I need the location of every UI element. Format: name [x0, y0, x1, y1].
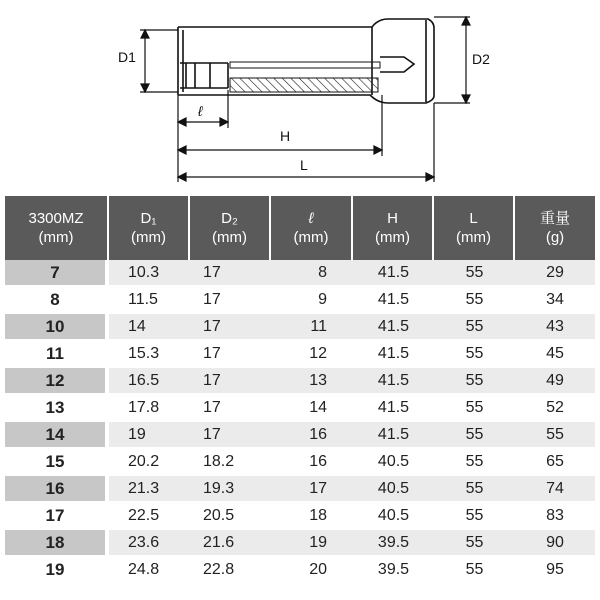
- l-label: ℓ: [198, 103, 203, 119]
- d2-cell: 18.2: [190, 449, 271, 476]
- table-header-row: [5, 196, 595, 260]
- size-cell: 19: [5, 557, 109, 584]
- h-cell: 41.5: [353, 395, 434, 422]
- size-cell: 8: [5, 287, 109, 314]
- d1-label: D1: [118, 49, 136, 65]
- d1-cell: 23.6: [109, 530, 190, 557]
- l-cell: 9: [271, 287, 353, 314]
- header-L: L (mm): [434, 196, 515, 260]
- size-cell: 12: [5, 368, 109, 395]
- d1-cell: 24.8: [109, 557, 190, 584]
- table-row: [5, 530, 595, 557]
- l-cell: 19: [271, 530, 353, 557]
- d1-cell: 16.5: [109, 368, 190, 395]
- d2-cell: 22.8: [190, 557, 271, 584]
- table-row: [5, 476, 595, 503]
- cross-section-hatch: [230, 78, 378, 92]
- size-cell: 15: [5, 449, 109, 476]
- table-row: [5, 368, 595, 395]
- L-cell: 55: [434, 395, 515, 422]
- d2-cell: 17: [190, 287, 271, 314]
- h-cell: 41.5: [353, 314, 434, 341]
- L-cell: 55: [434, 341, 515, 368]
- L-cell: 55: [434, 314, 515, 341]
- weight-cell: 29: [515, 260, 595, 287]
- table-row: [5, 341, 595, 368]
- d2-cell: 17: [190, 314, 271, 341]
- table-row: [5, 287, 595, 314]
- l-cell: 11: [271, 314, 353, 341]
- socket-dimension-diagram: [0, 0, 600, 190]
- size-cell: 10: [5, 314, 109, 341]
- weight-cell: 74: [515, 476, 595, 503]
- h-dimension: [178, 146, 382, 154]
- table-row: [5, 314, 595, 341]
- d1-cell: 17.8: [109, 395, 190, 422]
- l-cell: 18: [271, 503, 353, 530]
- header-model: 3300MZ (mm): [5, 196, 109, 260]
- weight-cell: 55: [515, 422, 595, 449]
- table-row: [5, 449, 595, 476]
- l-cell: 16: [271, 449, 353, 476]
- h-cell: 39.5: [353, 530, 434, 557]
- weight-cell: 45: [515, 341, 595, 368]
- table-row: [5, 503, 595, 530]
- h-cell: 41.5: [353, 341, 434, 368]
- l-cell: 16: [271, 422, 353, 449]
- L-cell: 55: [434, 368, 515, 395]
- L-cell: 55: [434, 449, 515, 476]
- table-row: [5, 422, 595, 449]
- size-cell: 14: [5, 422, 109, 449]
- h-cell: 40.5: [353, 503, 434, 530]
- d1-cell: 15.3: [109, 341, 190, 368]
- L-cell: 55: [434, 422, 515, 449]
- header-d1: D₁ (mm): [109, 196, 190, 260]
- d1-dimension: [140, 30, 178, 92]
- d2-cell: 17: [190, 422, 271, 449]
- L-cell: 55: [434, 260, 515, 287]
- l-cell: 8: [271, 260, 353, 287]
- size-cell: 18: [5, 530, 109, 557]
- d2-cell: 21.6: [190, 530, 271, 557]
- header-h: H (mm): [353, 196, 434, 260]
- l-cell: 13: [271, 368, 353, 395]
- socket-spec-table: [5, 196, 595, 584]
- h-cell: 40.5: [353, 476, 434, 503]
- d1-cell: 14: [109, 314, 190, 341]
- h-cell: 41.5: [353, 260, 434, 287]
- weight-cell: 90: [515, 530, 595, 557]
- L-cell: 55: [434, 476, 515, 503]
- weight-cell: 43: [515, 314, 595, 341]
- h-cell: 39.5: [353, 557, 434, 584]
- h-cell: 41.5: [353, 422, 434, 449]
- d2-cell: 17: [190, 260, 271, 287]
- L-cell: 55: [434, 503, 515, 530]
- l-cell: 20: [271, 557, 353, 584]
- weight-cell: 52: [515, 395, 595, 422]
- table-row: [5, 557, 595, 584]
- h-cell: 40.5: [353, 449, 434, 476]
- l-cell: 14: [271, 395, 353, 422]
- d1-cell: 20.2: [109, 449, 190, 476]
- h-label: H: [280, 128, 291, 144]
- h-cell: 41.5: [353, 368, 434, 395]
- table-row: [5, 395, 595, 422]
- L-label: L: [300, 157, 308, 173]
- table-body: [5, 260, 595, 584]
- size-cell: 11: [5, 341, 109, 368]
- size-cell: 7: [5, 260, 109, 287]
- d1-cell: 19: [109, 422, 190, 449]
- L-cell: 55: [434, 557, 515, 584]
- d2-label: D2: [472, 51, 490, 67]
- l-cell: 12: [271, 341, 353, 368]
- d1-cell: 22.5: [109, 503, 190, 530]
- L-cell: 55: [434, 287, 515, 314]
- d2-cell: 19.3: [190, 476, 271, 503]
- header-d2: D₂ (mm): [190, 196, 271, 260]
- table-row: [5, 260, 595, 287]
- d2-cell: 17: [190, 341, 271, 368]
- L-dimension: [178, 173, 434, 181]
- weight-cell: 83: [515, 503, 595, 530]
- d2-dimension: [434, 17, 470, 103]
- d2-cell: 20.5: [190, 503, 271, 530]
- d1-cell: 11.5: [109, 287, 190, 314]
- d2-cell: 17: [190, 368, 271, 395]
- weight-cell: 34: [515, 287, 595, 314]
- size-cell: 17: [5, 503, 109, 530]
- l-dimension: [178, 118, 228, 126]
- header-weight: 重量 (g): [515, 196, 595, 260]
- d2-cell: 17: [190, 395, 271, 422]
- L-cell: 55: [434, 530, 515, 557]
- header-l: ℓ (mm): [271, 196, 353, 260]
- d1-cell: 21.3: [109, 476, 190, 503]
- weight-cell: 49: [515, 368, 595, 395]
- size-cell: 16: [5, 476, 109, 503]
- h-cell: 41.5: [353, 287, 434, 314]
- l-cell: 17: [271, 476, 353, 503]
- size-cell: 13: [5, 395, 109, 422]
- weight-cell: 95: [515, 557, 595, 584]
- weight-cell: 65: [515, 449, 595, 476]
- d1-cell: 10.3: [109, 260, 190, 287]
